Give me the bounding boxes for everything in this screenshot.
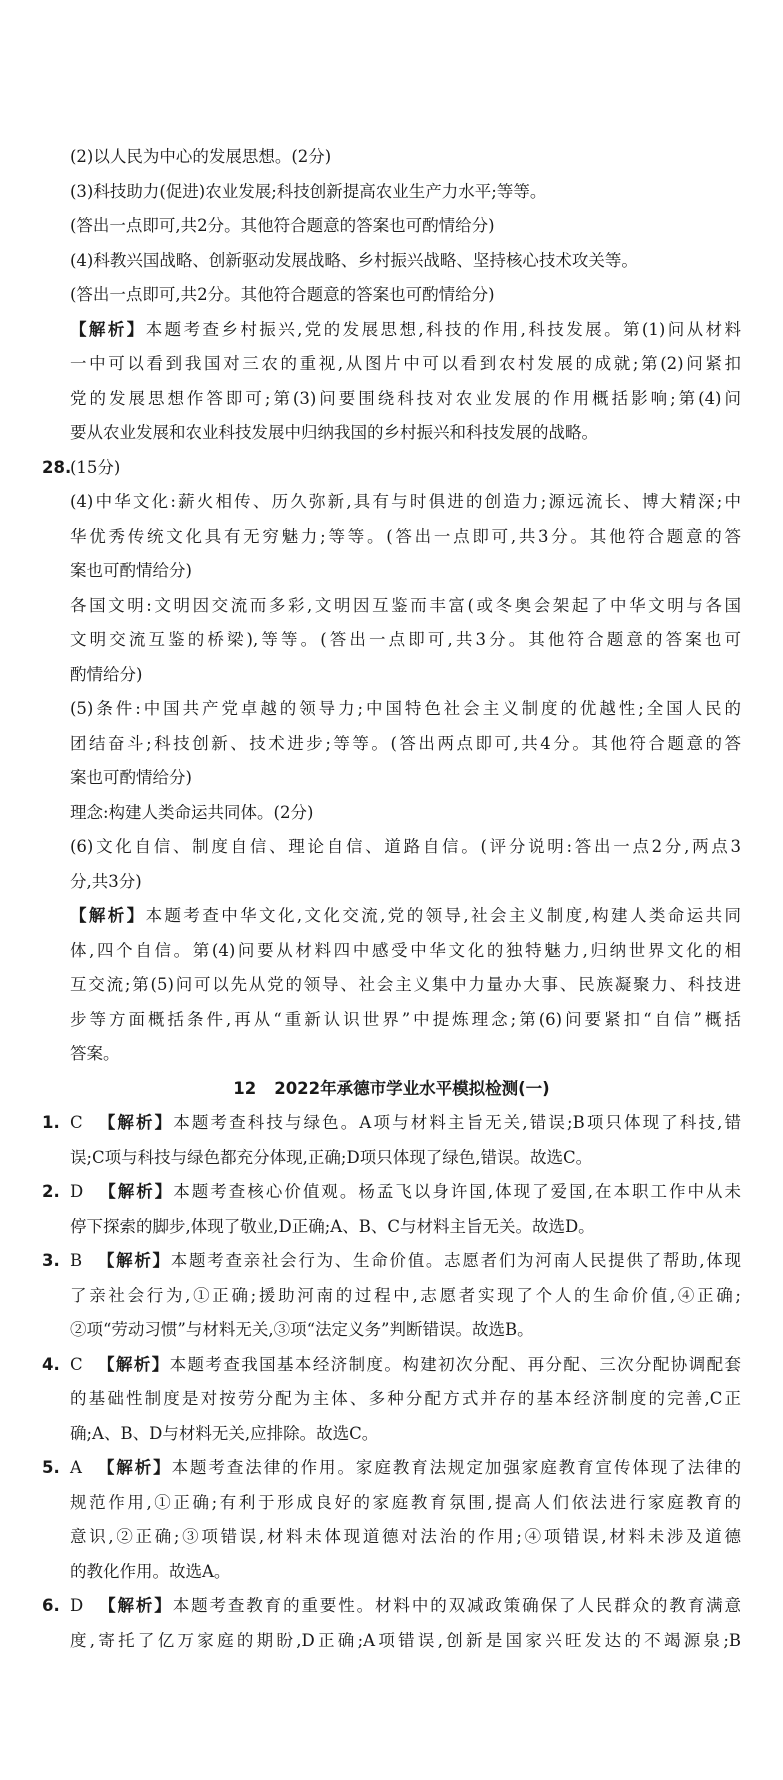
q28-line-2: 华优秀传统文化具有无穷魅力;等等。(答出一点即可,共3分。其他符合题意的答: [70, 526, 741, 546]
answer-5-line-2: 规范作用,①正确;有利于形成良好的家庭教育氛围,提高人们依法进行家庭教育的: [70, 1492, 741, 1512]
answer-4-text-1: 本题考查我国基本经济制度。构建初次分配、再分配、三次分配协调配套: [169, 1354, 741, 1374]
q27-line-3: (答出一点即可,共2分。其他符合题意的答案也可酌情给分): [70, 216, 495, 235]
q27-line-4: (4)科教兴国战略、创新驱动发展战略、乡村振兴战略、坚持核心技术攻关等。: [70, 250, 638, 270]
q28-analysis-line-5: 答案。: [70, 1044, 120, 1063]
answer-3-line-1: [42, 1244, 741, 1279]
answer-3-line-2: 了亲社会行为,①正确;援助河南的过程中,志愿者实现了个人的生命价值,④正确;: [70, 1285, 741, 1305]
question-number: 6.: [42, 1596, 60, 1615]
answer-4: [42, 1348, 741, 1452]
q27-block: [42, 140, 741, 451]
analysis-tag: 【解析】: [95, 1458, 172, 1477]
answer-4-line-1: [42, 1348, 741, 1383]
answer-6-line-2: 度,寄托了亿万家庭的期盼,D正确;A项错误,创新是国家兴旺发达的不竭源泉;B: [70, 1630, 741, 1650]
answer-6: [42, 1589, 741, 1658]
answer-5-line-4: 的教化作用。故选A。: [70, 1561, 231, 1581]
q28-line-5: 文明交流互鉴的桥梁),等等。(答出一点即可,共3分。其他符合题意的答案也可: [70, 630, 741, 649]
answer-5-line-3: 意识,②正确;③项错误,材料未体现道德对法治的作用;④项错误,材料未涉及道德: [70, 1527, 741, 1546]
answer-6-text-1: 本题考查教育的重要性。材料中的双减政策确保了人民群众的教育满意: [172, 1596, 741, 1615]
q28-line-6: 酌情给分): [70, 664, 143, 684]
q28-line-3: 案也可酌情给分): [70, 561, 192, 580]
answer-6-line-1: [42, 1589, 741, 1624]
q28-analysis-line-2: 体,四个自信。第(4)问要从材料四中感受中华文化的独特魅力,归纳世界文化的相: [70, 940, 741, 960]
q28-line-1: (4)中华文化:薪火相传、历久弥新,具有与时俱进的创造力;源远流长、博大精深;中: [70, 492, 741, 511]
q28-analysis-line-1: [42, 899, 741, 934]
q27-analysis-line-2: 一中可以看到我国对三农的重视,从图片中可以看到农村发展的成就;第(2)问紧扣: [70, 354, 741, 373]
analysis-tag: 【解析】: [96, 1113, 174, 1132]
q28-line-9: 案也可酌情给分): [70, 768, 192, 787]
answer-1-line-1: [42, 1106, 741, 1141]
q28-line-7: (5)条件:中国共产党卓越的领导力;中国特色社会主义制度的优越性;全国人民的: [70, 699, 741, 718]
analysis-tag: 【解析】: [70, 319, 146, 339]
section-number: 12: [233, 1078, 257, 1098]
q27-line-2: (3)科技助力(促进)农业发展;科技创新提高农业生产力水平;等等。: [70, 181, 547, 201]
answer-2-text-1: 本题考查核心价值观。杨孟飞以身许国,体现了爱国,在本职工作中从未: [173, 1182, 741, 1201]
section-heading: [42, 1072, 741, 1107]
answer-choice: C: [70, 1354, 83, 1374]
analysis-tag: 【解析】: [70, 906, 146, 925]
q27-line-1: (2)以人民为中心的发展思想。(2分): [70, 147, 332, 166]
answer-1-text-1: 本题考查科技与绿色。A项与材料主旨无关,错误;B项只体现了科技,错: [173, 1113, 741, 1132]
q27-analysis-line-4: 要从农业发展和农业科技发展中归纳我国的乡村振兴和科技发展的战略。: [70, 423, 598, 442]
answer-4-line-2: 的基础性制度是对按劳分配为主体、多种分配方式并存的基本经济制度的完善,C正: [70, 1389, 741, 1408]
answer-choice: C: [70, 1113, 83, 1132]
answer-3: [42, 1244, 741, 1348]
section-title: 2022年承德市学业水平模拟检测(一): [274, 1078, 550, 1098]
answer-1-line-2: 误;C项与科技与绿色都充分体现,正确;D项只体现了绿色,错误。故选C。: [70, 1147, 593, 1167]
q28-score: (15分): [70, 457, 121, 477]
analysis-tag: 【解析】: [97, 1182, 174, 1201]
answer-4-line-3: 确;A、B、D与材料无关,应排除。故选C。: [70, 1423, 379, 1443]
answer-5: [42, 1451, 741, 1589]
analysis-tag: 【解析】: [97, 1596, 173, 1615]
q28-line-11: (6)文化自信、制度自信、理论自信、道路自信。(评分说明:答出一点2分,两点3: [70, 837, 741, 856]
q28-header: [42, 451, 741, 486]
analysis-tag: 【解析】: [96, 1354, 170, 1374]
answer-choice: D: [70, 1596, 84, 1615]
question-number: 1.: [42, 1113, 60, 1132]
q28-line-8: 团结奋斗;科技创新、技术进步;等等。(答出两点即可,共4分。其他符合题意的答: [70, 733, 741, 753]
answer-3-line-3: ②项“劳动习惯”与材料无关,③项“法定义务”判断错误。故选B。: [70, 1320, 534, 1339]
q27-line-5: (答出一点即可,共2分。其他符合题意的答案也可酌情给分): [70, 285, 495, 304]
answer-choice: A: [70, 1458, 82, 1477]
answer-2: [42, 1175, 741, 1244]
q27-analysis-text-1: 本题考查乡村振兴,党的发展思想,科技的作用,科技发展。第(1)问从材料: [145, 319, 741, 339]
q28-line-10: 理念:构建人类命运共同体。(2分): [70, 802, 314, 822]
answer-5-text-1: 本题考查法律的作用。家庭教育法规定加强家庭教育宣传体现了法律的: [171, 1458, 741, 1477]
answer-2-line-2: 停下探索的脚步,体现了敬业,D正确;A、B、C与材料主旨无关。故选D。: [70, 1216, 595, 1236]
answer-choice: B: [70, 1251, 83, 1270]
q27-analysis-line-1: [42, 313, 741, 348]
answer-choice: D: [70, 1182, 84, 1201]
answer-2-line-1: [42, 1175, 741, 1210]
answer-1: [42, 1106, 741, 1175]
answer-3-text-1: 本题考查亲社会行为、生命价值。志愿者们为河南人民提供了帮助,体现: [170, 1251, 741, 1270]
answer-5-line-1: [42, 1451, 741, 1486]
question-number: 5.: [42, 1458, 60, 1477]
question-number: 4.: [42, 1354, 60, 1374]
q28-block: [42, 451, 741, 1072]
question-number: 28.: [42, 457, 72, 477]
q28-analysis-text-1: 本题考查中华文化,文化交流,党的领导,社会主义制度,构建人类命运共同: [145, 906, 741, 925]
q28-line-4: 各国文明:文明因交流而多彩,文明因互鉴而丰富(或冬奥会架起了中华文明与各国: [70, 595, 741, 615]
q28-analysis-line-3: 互交流;第(5)问可以先从党的领导、社会主义集中力量办大事、民族凝聚力、科技进: [70, 975, 741, 994]
q28-line-12: 分,共3分): [70, 871, 142, 891]
analysis-tag: 【解析】: [96, 1251, 171, 1270]
question-number: 2.: [42, 1182, 60, 1201]
q28-analysis-line-4: 步等方面概括条件,再从“重新认识世界”中提炼理念;第(6)问要紧扣“自信”概括: [70, 1009, 741, 1029]
q27-analysis-line-3: 党的发展思想作答即可;第(3)问要围绕科技对农业发展的作用概括影响;第(4)问: [70, 388, 741, 408]
question-number: 3.: [42, 1251, 60, 1270]
